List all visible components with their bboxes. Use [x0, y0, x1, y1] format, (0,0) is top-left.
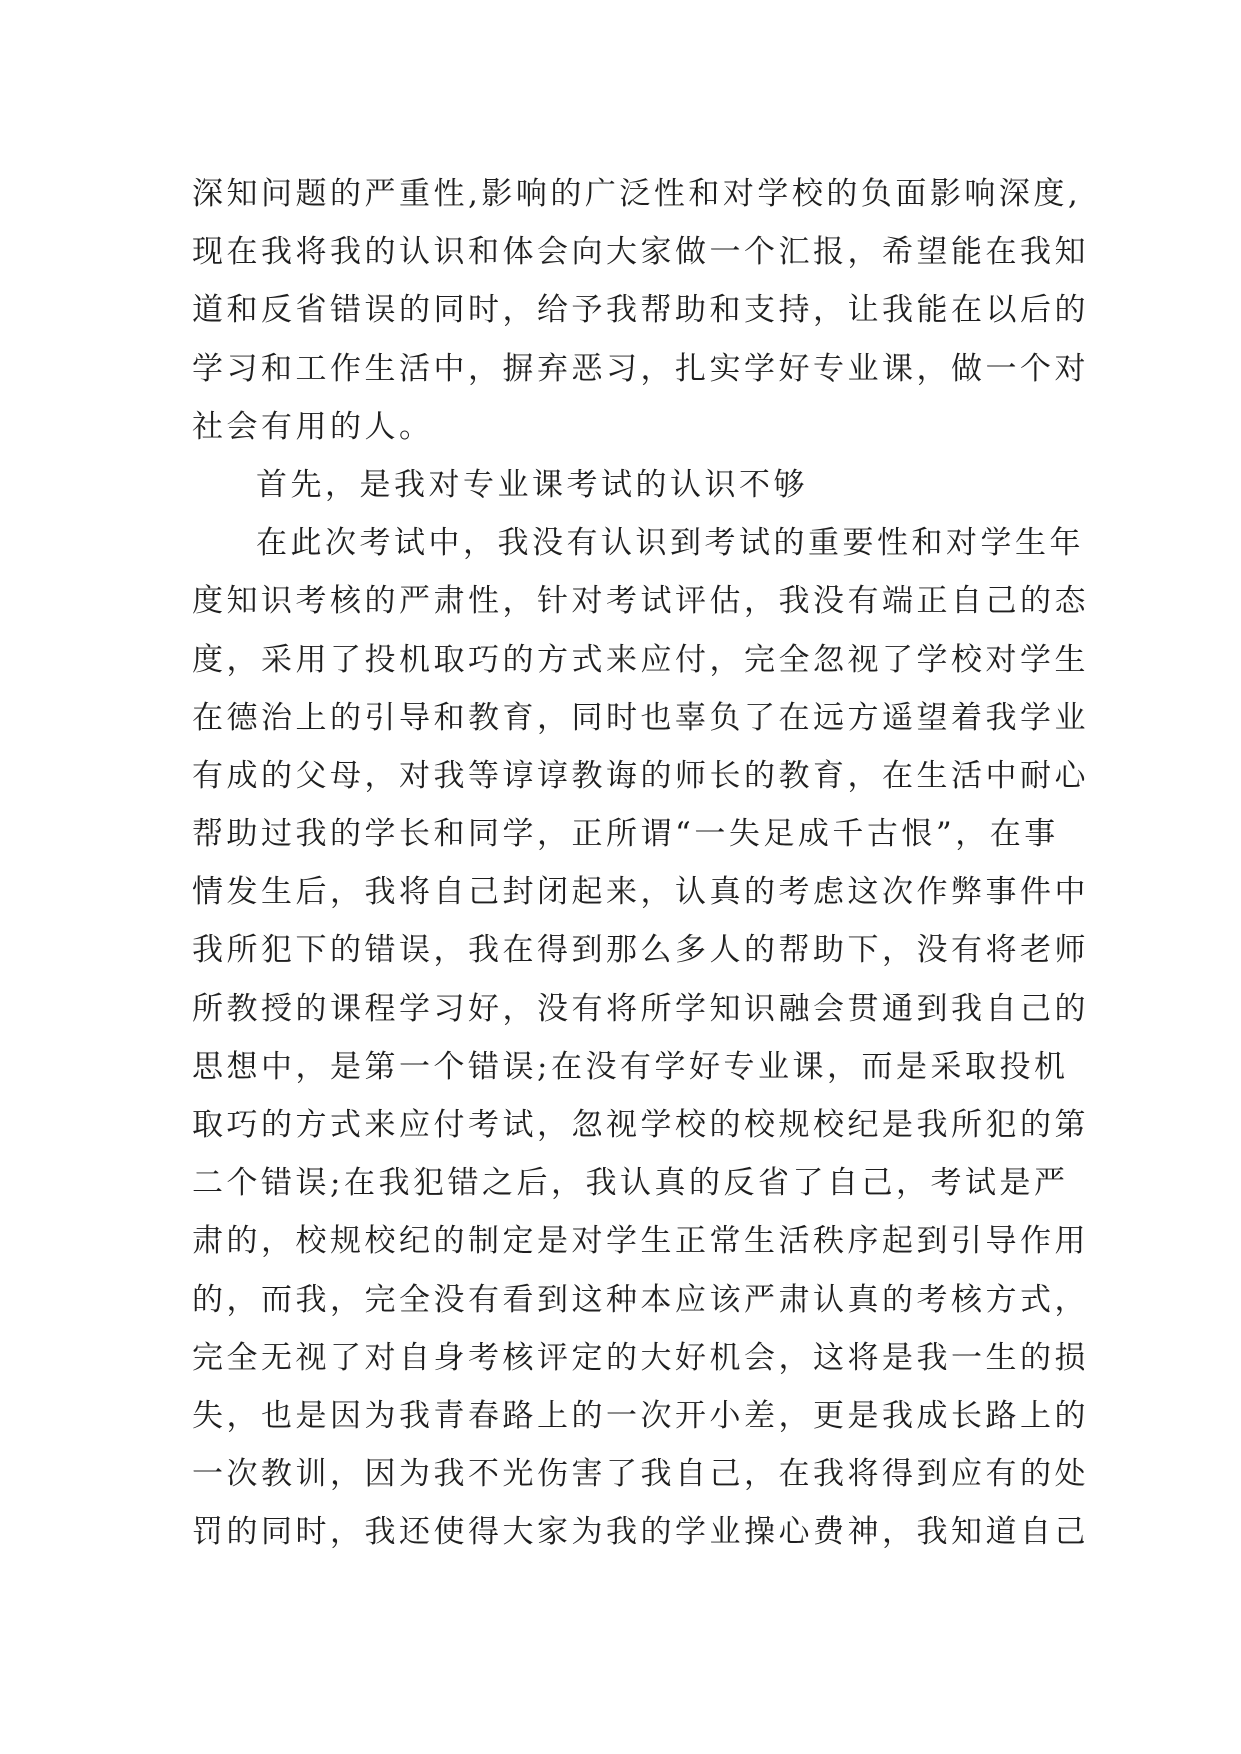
text-line: 度，采用了投机取巧的方式来应付，完全忽视了学校对学生 — [192, 641, 1089, 678]
text-line: 罚的同时，我还使得大家为我的学业操心费神，我知道自己 — [192, 1514, 1089, 1551]
text-line: 帮助过我的学长和同学，正所谓“一失足成千古恨”，在事 — [192, 816, 1059, 853]
text-line: 二个错误;在我犯错之后，我认真的反省了自己，考试是严 — [192, 1165, 1069, 1202]
text-line: 学习和工作生活中，摒弃恶习，扎实学好专业课，做一个对 — [192, 350, 1089, 387]
section-heading: 首先，是我对专业课考试的认识不够 — [256, 466, 808, 503]
text-line: 情发生后，我将自己封闭起来，认真的考虑这次作弊事件中 — [192, 874, 1089, 911]
text-line: 道和反省错误的同时，给予我帮助和支持，让我能在以后的 — [192, 292, 1089, 329]
text-line: 社会有用的人。 — [192, 408, 434, 445]
text-line: 我所犯下的错误，我在得到那么多人的帮助下，没有将老师 — [192, 932, 1089, 969]
document-body — [192, 165, 1092, 1562]
text-line: 深知问题的严重性,影响的广泛性和对学校的负面影响深度, — [192, 176, 1082, 212]
text-line: 肃的，校规校纪的制定是对学生正常生活秩序起到引导作用 — [192, 1223, 1089, 1260]
text-line: 度知识考核的严肃性，针对考试评估，我没有端正自己的态 — [192, 583, 1089, 620]
text-line: 一次教训，因为我不光伤害了我自己，在我将得到应有的处 — [192, 1456, 1089, 1493]
text-line: 失，也是因为我青春路上的一次开小差，更是我成长路上的 — [192, 1397, 1089, 1434]
paragraph-start-line: 在此次考试中，我没有认识到考试的重要性和对学生年 — [256, 525, 1084, 562]
text-line: 取巧的方式来应付考试，忽视学校的校规校纪是我所犯的第 — [192, 1107, 1089, 1143]
text-line: 现在我将我的认识和体会向大家做一个汇报，希望能在我知 — [192, 234, 1089, 271]
text-line: 的，而我，完全没有看到这种本应该严肃认真的考核方式， — [192, 1281, 1089, 1318]
text-line: 有成的父母，对我等谆谆教诲的师长的教育，在生活中耐心 — [192, 757, 1089, 794]
text-line: 所教授的课程学习好，没有将所学知识融会贯通到我自己的 — [192, 990, 1089, 1027]
text-line: 思想中，是第一个错误;在没有学好专业课，而是采取投机 — [192, 1048, 1069, 1085]
text-line: 在德治上的引导和教育，同时也辜负了在远方遥望着我学业 — [192, 699, 1089, 736]
text-line: 完全无视了对自身考核评定的大好机会，这将是我一生的损 — [192, 1339, 1089, 1376]
